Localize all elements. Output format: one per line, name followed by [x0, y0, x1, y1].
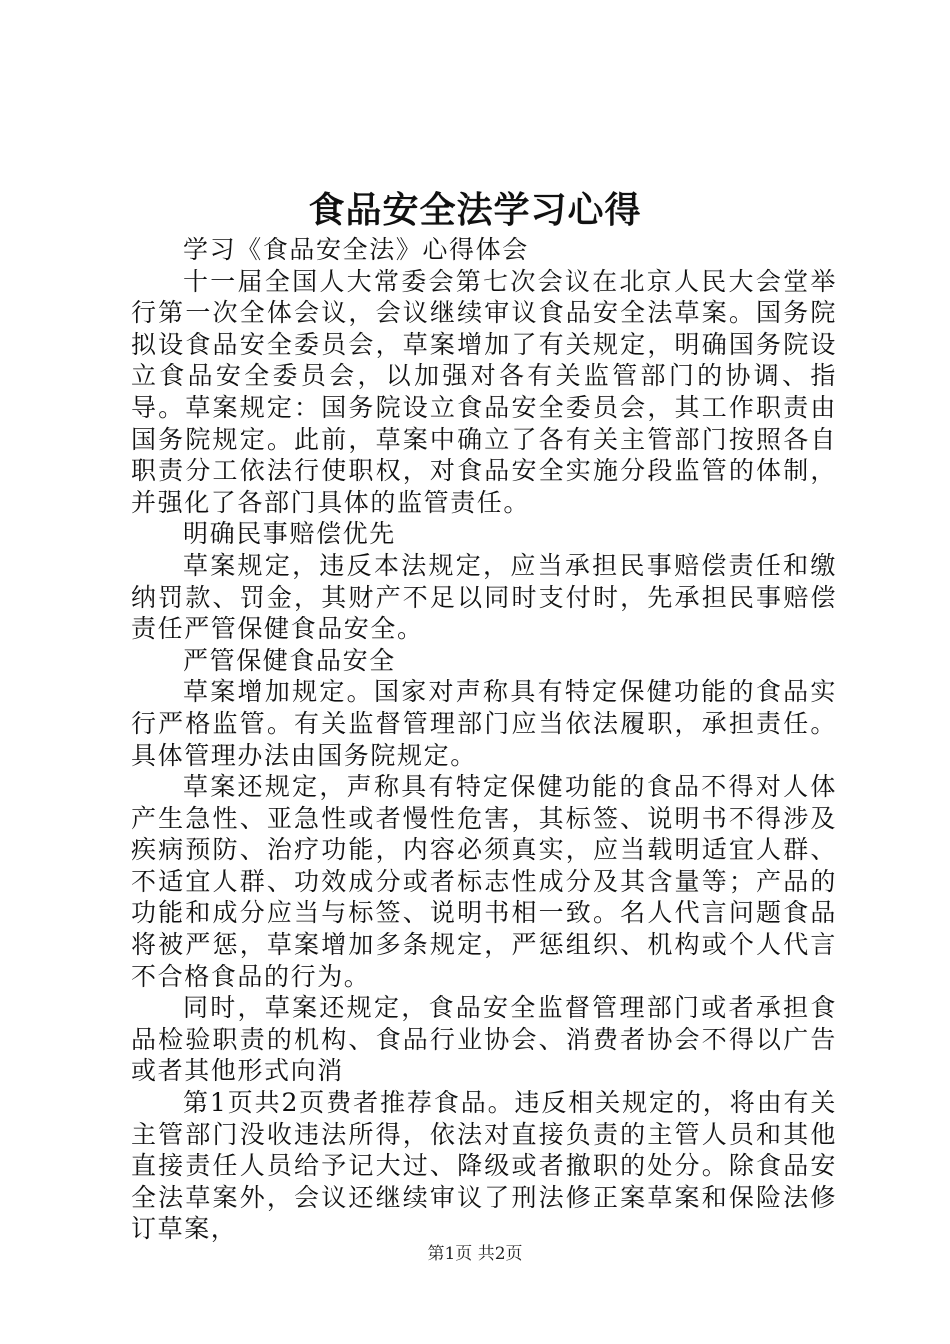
paragraph-subtitle: 学习《食品安全法》心得体会: [183, 235, 529, 264]
section-heading: 明确民事赔偿优先: [183, 519, 396, 549]
document-body: [131, 234, 837, 1245]
paragraph: 草案规定，违反本法规定，应当承担民事赔偿责任和缴纳罚款、罚金，其财产不足以同时支付时，先承担民事赔偿责任严管保健食品安全。: [131, 550, 837, 644]
paragraph: 同时，草案还规定，食品安全监督管理部门或者承担食品检验职责的机构、食品行业协会、消费者协会不得以广告或者其他形式向消: [131, 993, 837, 1086]
page-number-footer: 第1页 共2页: [427, 1244, 523, 1264]
paragraph: 草案增加规定。国家对声称具有特定保健功能的食品实行严格监管。有关监督管理部门应当依法履职，承担责任。具体管理办法由国务院规定。: [131, 677, 837, 770]
paragraph: 第1页共2页费者推荐食品。违反相关规定的，将由有关主管部门没收违法所得，依法对直接负责的主管人员和其他直接责任人员给予记大过、降级或者撤职的处分。除食品安全法草案外，会议还继续审议了刑法修正案草案和保险法修订草案，: [131, 1088, 837, 1244]
document-title: 食品安全法学习心得: [308, 189, 642, 231]
paragraph: 草案还规定，声称具有特定保健功能的食品不得对人体产生急性、亚急性或者慢性危害，其标签、说明书不得涉及疾病预防、治疗功能，内容必须真实，应当载明适宜人群、不适宜人群、功效成分或者标志性成分及其含量等；产品的功能和成分应当与标签、说明书相一致。名人代言问题食品将被严惩，草案增加多条规定，严惩组织、机构或个人代言不合格食品的行为。: [131, 772, 837, 991]
section-heading: 严管保健食品安全: [183, 645, 396, 675]
paragraph: 十一届全国人大常委会第七次会议在北京人民大会堂举行第一次全体会议，会议继续审议食品安全法草案。国务院拟设食品安全委员会，草案增加了有关规定，明确国务院设立食品安全委员会，以加强对各有关监管部门的协调、指导。草案规定：国务院设立食品安全委员会，其工作职责由国务院规定。此前，草案中确立了各有关主管部门按照各自职责分工依法行使职权，对食品安全实施分段监管的体制，并强化了各部门具体的监管责任。: [131, 266, 837, 517]
